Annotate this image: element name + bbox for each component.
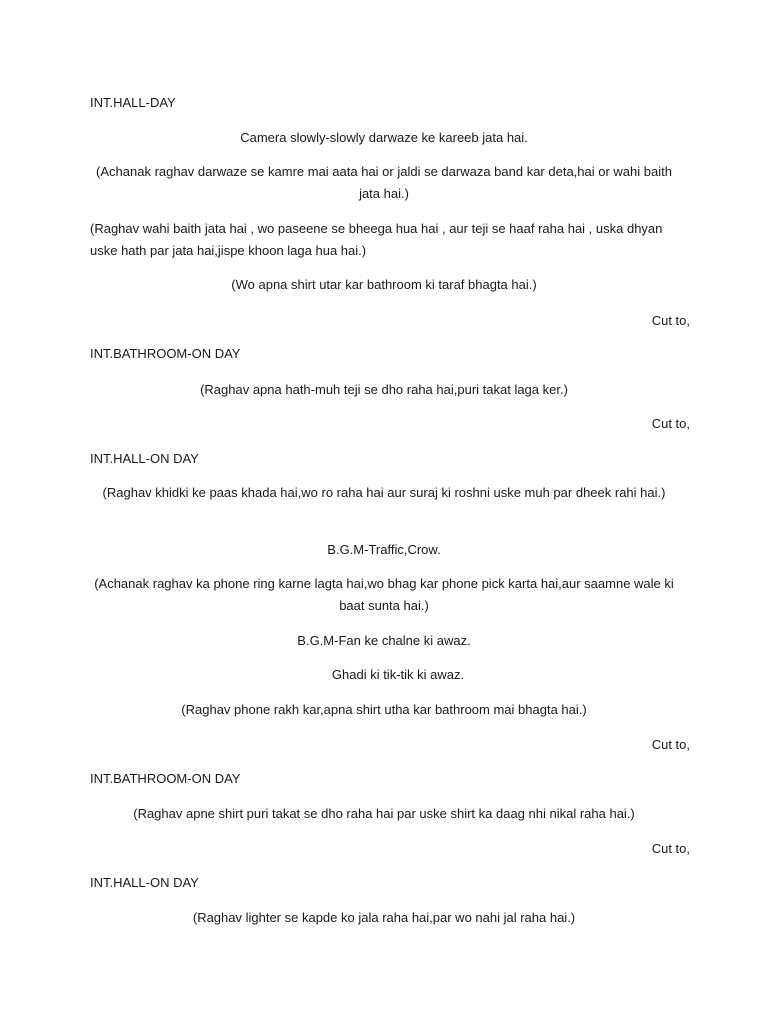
sound-cue: B.G.M-Traffic,Crow. bbox=[327, 542, 441, 557]
action-line: (Raghav apne shirt puri takat se dho raha hai par uske shirt ka daag nhi nikal raha hai.) bbox=[133, 806, 635, 821]
scene-heading: INT.BATHROOM-ON DAY bbox=[90, 771, 241, 786]
transition: Cut to, bbox=[651, 737, 690, 752]
scene-heading: INT.HALL-ON DAY bbox=[90, 451, 199, 466]
transition: Cut to, bbox=[651, 313, 690, 328]
action-line: (Wo apna shirt utar kar bathroom ki taraf bhagta hai.) bbox=[231, 277, 537, 292]
action-line: Camera slowly-slowly darwaze ke kareeb jata hai. bbox=[240, 130, 528, 145]
scene-heading: INT.BATHROOM-ON DAY bbox=[90, 346, 241, 361]
scene-heading: INT.HALL-DAY bbox=[90, 95, 176, 110]
action-paragraph: (Raghav wahi baith jata hai , wo paseene se bheega hua hai , aur teji se haaf raha hai , uska dhyan uske hath par jata hai,jispe khoon laga hua hai.) bbox=[90, 221, 663, 258]
action-paragraph: (Achanak raghav ka phone ring karne lagta hai,wo bhag kar phone pick karta hai,aur saamne wale ki baat sunta hai.) bbox=[94, 576, 674, 613]
transition: Cut to, bbox=[651, 841, 690, 856]
action-line: (Raghav phone rakh kar,apna shirt utha kar bathroom mai bhagta hai.) bbox=[181, 702, 587, 717]
sound-cue: Ghadi ki tik-tik ki awaz. bbox=[331, 667, 465, 682]
transition: Cut to, bbox=[651, 416, 690, 431]
action-paragraph: (Raghav khidki ke paas khada hai,wo ro raha hai aur suraj ki roshni uske muh par dheek rahi hai.) bbox=[102, 485, 666, 500]
action-line: (Raghav lighter se kapde ko jala raha hai,par wo nahi jal raha hai.) bbox=[192, 910, 576, 925]
scene-heading: INT.HALL-ON DAY bbox=[90, 875, 199, 890]
action-paragraph: (Achanak raghav darwaze se kamre mai aata hai or jaldi se darwaza band kar deta,hai or wahi baith jata hai.) bbox=[96, 164, 672, 201]
action-line: (Raghav apna hath-muh teji se dho raha hai,puri takat laga ker.) bbox=[200, 382, 568, 397]
sound-cue: B.G.M-Fan ke chalne ki awaz. bbox=[297, 633, 471, 648]
